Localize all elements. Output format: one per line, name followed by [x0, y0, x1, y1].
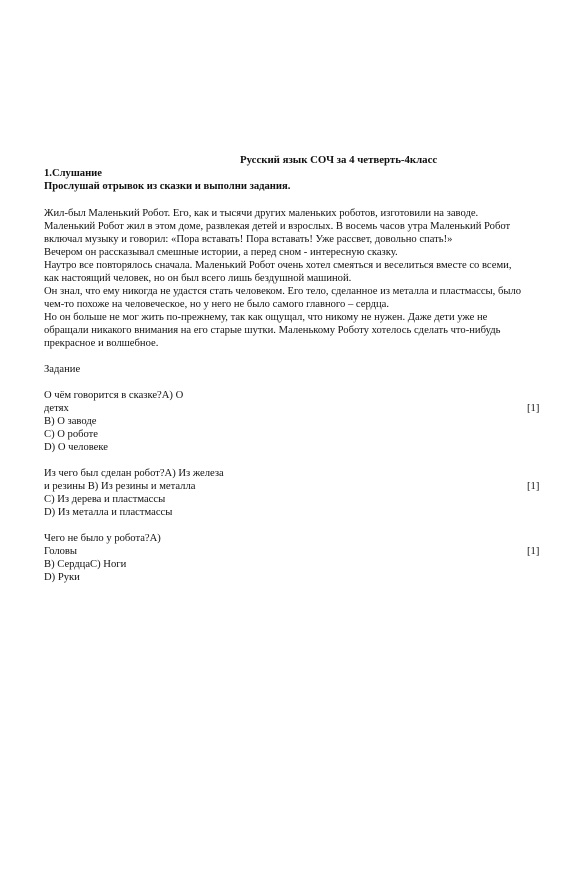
story-line: Он знал, что ему никогда не удастся стать человеком. Его тело, сделанное из металла и пластмассы, было [44, 286, 522, 297]
task-heading: Задание [44, 364, 81, 375]
score-mark: [1] [527, 481, 540, 492]
score-mark: [1] [527, 403, 540, 414]
answer-option: D) Руки [44, 572, 80, 583]
story-line: Жил-был Маленький Робот. Его, как и тысячи других маленьких роботов, изготовили на заводе. [44, 208, 479, 219]
story-line: включал музыку и говорил: «Пора вставать! Пора вставать! Уже рассвет, довольно спать!» [44, 234, 453, 245]
story-line: Вечером он рассказывал смешные истории, а перед сном - интересную сказку. [44, 247, 398, 258]
question-line: детях [44, 403, 69, 414]
question-line: О чём говорится в сказке?А) О [44, 390, 184, 401]
question-line: Чего не было у робота?А) [44, 533, 161, 544]
answer-option: С) Из дерева и пластмассы [44, 494, 166, 505]
answer-option: В) О заводе [44, 416, 97, 427]
story-line: как настоящий человек, но он был всего лишь бездушной машиной. [44, 273, 352, 284]
answer-option: В) СердцаС) Ноги [44, 559, 127, 570]
story-line: чем-то похоже на человеческое, но у него не было самого главного – сердца. [44, 299, 390, 310]
question-line: Головы [44, 546, 78, 557]
instruction-text: Прослушай отрывок из сказки и выполни задания. [44, 181, 291, 192]
section-heading: 1.Слушание [44, 168, 102, 179]
answer-option: D) О человеке [44, 442, 108, 453]
question-line: и резины В) Из резины и металла [44, 481, 196, 492]
answer-option: D) Из металла и пластмассы [44, 507, 173, 518]
document-title: Русский язык СОЧ за 4 четверть-4класс [240, 154, 438, 166]
story-line: прекрасное и волшебное. [44, 338, 159, 349]
story-line: Маленький Робот жил в этом доме, развлекая детей и взрослых. В восемь часов утра Маленький Робот [44, 221, 511, 232]
story-line: Но он больше не мог жить по-прежнему, так как ощущал, что никому не нужен. Даже дети уже не [44, 312, 488, 323]
question-line: Из чего был сделан робот?А) Из железа [44, 468, 224, 479]
answer-option: С) О роботе [44, 429, 99, 440]
score-mark: [1] [527, 546, 540, 557]
story-line: Наутро все повторялось сначала. Маленький Робот очень хотел смеяться и веселиться вместе со всеми, [44, 260, 512, 271]
story-line: обращали никакого внимания на его старые шутки. Маленькому Роботу хотелось сделать что-нибудь [44, 325, 501, 336]
